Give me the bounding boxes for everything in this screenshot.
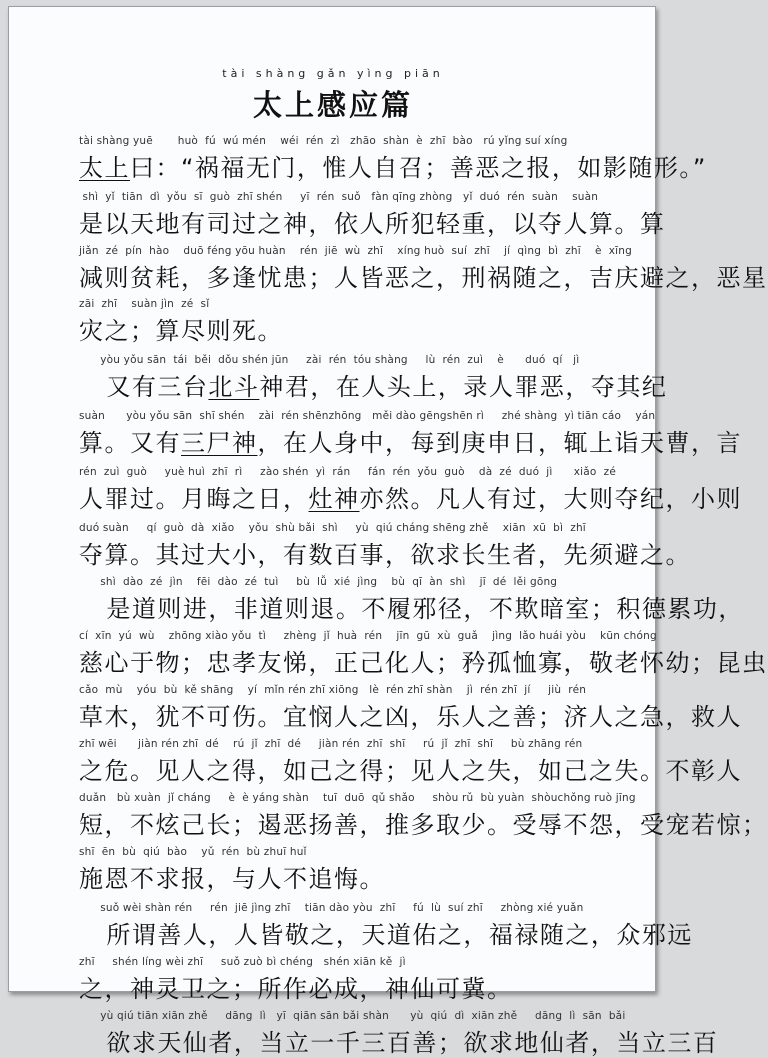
hanzi-line bbox=[79, 423, 742, 458]
hanzi-line bbox=[79, 204, 727, 239]
hanzi-line bbox=[79, 1023, 727, 1058]
text-segment: 是以天地有司过之神，依人所犯轻重，以夺人算。算 bbox=[79, 210, 666, 238]
hanzi-line bbox=[79, 643, 768, 678]
hanzi-line bbox=[79, 805, 768, 840]
text-segment: 欲求天仙者，当立一千三百善；欲求地仙者，当立三百 bbox=[79, 1029, 719, 1057]
pinyin-line: yù qiú tiān xiān zhě dāng lì yī qiān sān bǎi shàn yù qiú dì xiān zhě dāng lì sān bǎi bbox=[79, 1010, 626, 1022]
text-segment: 曰：“祸福无门，惟人自召；善恶之报，如影随形。” bbox=[130, 154, 707, 182]
pinyin-line: jiǎn zé pín hào duō féng yōu huàn rén jiē wù zhī xíng huò suí zhī jí qìng bì zhī è xīng bbox=[79, 245, 633, 257]
pinyin-line: duó suàn qí guò dà xiǎo yǒu shù bǎi shì yù qiú cháng shēng zhě xiān xū bì zhī bbox=[79, 522, 586, 534]
hanzi-line bbox=[79, 258, 768, 293]
hanzi-line bbox=[79, 367, 727, 402]
text-segment: 夺算。其过大小，有数百事，欲求长生者，先须避之。 bbox=[79, 541, 691, 569]
underlined-term: 灶神 bbox=[308, 485, 360, 513]
pinyin-line: suàn yòu yǒu sān shī shén zài rén shēnzhōng měi dào gēngshēn rì zhé shàng yì tiān cáo yán bbox=[79, 410, 656, 422]
pinyin-line: zāi zhī suàn jìn zé sǐ bbox=[79, 298, 210, 310]
text-segment: 亦然。凡人有过，大则夺纪，小则 bbox=[359, 485, 742, 513]
text-segment: 之危。见人之得，如己之得；见人之失，如己之失。不彰人 bbox=[79, 757, 742, 785]
text-segment: 算。又有 bbox=[79, 429, 181, 457]
pinyin-line: cí xīn yú wù zhōng xiào yǒu tì zhèng jǐ huà rén jīn gū xù guǎ jìng lǎo huái yòu kūn chóng bbox=[79, 630, 657, 642]
pinyin-line: rén zuì guò yuè huì zhī rì zào shén yì rán fán rén yǒu guò dà zé duó jì xiǎo zé bbox=[79, 466, 616, 478]
hanzi-line bbox=[79, 969, 727, 1004]
hanzi-line bbox=[79, 479, 742, 514]
underlined-term: 北斗 bbox=[208, 373, 260, 401]
pinyin-line: duǎn bù xuàn jǐ cháng è è yáng shàn tuī duō qǔ shǎo shòu rǔ bù yuàn shòuchǒng ruò jīng bbox=[79, 792, 636, 804]
underlined-term: 三尸神 bbox=[181, 429, 258, 457]
text-segment: 之，神灵卫之；所作必成，神仙可冀。 bbox=[79, 975, 513, 1003]
text-segment: 神君，在人头上，录人罪恶，夺其纪 bbox=[259, 373, 668, 401]
pinyin-line: zhī wēi jiàn rén zhī dé rú jǐ zhī dé jiàn rén zhī shī rú jǐ zhī shī bù zhāng rén bbox=[79, 738, 583, 750]
hanzi-line bbox=[79, 915, 727, 950]
pinyin-line: tài shàng yuē huò fú wú mén wéi rén zì zhāo shàn è zhī bào rú yǐng suí xíng bbox=[79, 135, 568, 147]
title-pinyin: tài shàng gǎn yìng piān bbox=[222, 67, 444, 80]
hanzi-line bbox=[79, 751, 742, 786]
text-segment: 灾之；算尽则死。 bbox=[79, 317, 283, 345]
hanzi-line bbox=[79, 148, 727, 183]
pinyin-line: shī ēn bù qiú bào yǔ rén bù zhuī huǐ bbox=[79, 846, 307, 858]
hanzi-line bbox=[79, 859, 727, 894]
pinyin-line: zhī shén líng wèi zhī suǒ zuò bì chéng shén xiān kě jì bbox=[79, 956, 406, 968]
pinyin-line: shì yǐ tiān dì yǒu sī guò zhī shén yī rén suǒ fàn qīng zhòng yǐ duó rén suàn suàn bbox=[79, 191, 599, 203]
page-title: 太上感应篇 bbox=[252, 88, 413, 122]
hanzi-line bbox=[79, 311, 727, 346]
hanzi-line bbox=[79, 589, 744, 624]
text-segment: 施恩不求报，与人不追悔。 bbox=[79, 865, 385, 893]
pinyin-line: shì dào zé jìn fēi dào zé tuì bù lǚ xié jìng bù qī àn shì jī dé lěi gōng bbox=[79, 576, 558, 588]
text-segment: ，在人身中，每到庚申日，辄上诣天曹，言 bbox=[257, 429, 742, 457]
hanzi-line bbox=[79, 535, 727, 570]
text-segment: 减则贫耗，多逢忧患；人皆恶之，刑祸随之，吉庆避之，恶星 bbox=[79, 264, 768, 292]
text-segment: 人罪过。月晦之日， bbox=[79, 485, 309, 513]
text-segment: 是道则进，非道则退。不履邪径，不欺暗室；积德累功， bbox=[79, 595, 744, 623]
pinyin-line: suǒ wèi shàn rén rén jiē jìng zhī tiān dào yòu zhī fú lù suí zhī zhòng xié yuǎn bbox=[79, 902, 584, 914]
text-segment: 草木，犹不可伤。宜悯人之凶，乐人之善；济人之急，救人 bbox=[79, 703, 742, 731]
text-segment: 所谓善人，人皆敬之，天道佑之，福禄随之，众邪远 bbox=[79, 921, 693, 949]
underlined-term: 太上 bbox=[79, 154, 130, 182]
book-page bbox=[8, 6, 768, 1057]
text-segment: 又有三台 bbox=[79, 373, 209, 401]
pinyin-line: yòu yǒu sān tái běi dǒu shén jūn zài rén tóu shàng lù rén zuì è duó qí jì bbox=[79, 354, 580, 366]
text-segment: 慈心于物；忠孝友悌，正己化人；矜孤恤寡，敬老怀幼；昆虫 bbox=[79, 649, 768, 677]
text-segment: 短，不炫己长；遏恶扬善，推多取少。受辱不怨，受宠若惊； bbox=[79, 811, 768, 839]
hanzi-line bbox=[79, 697, 742, 732]
pinyin-line: cǎo mù yóu bù kě shāng yí mǐn rén zhī xiōng lè rén zhī shàn jì rén zhī jí jiù rén bbox=[79, 684, 587, 696]
